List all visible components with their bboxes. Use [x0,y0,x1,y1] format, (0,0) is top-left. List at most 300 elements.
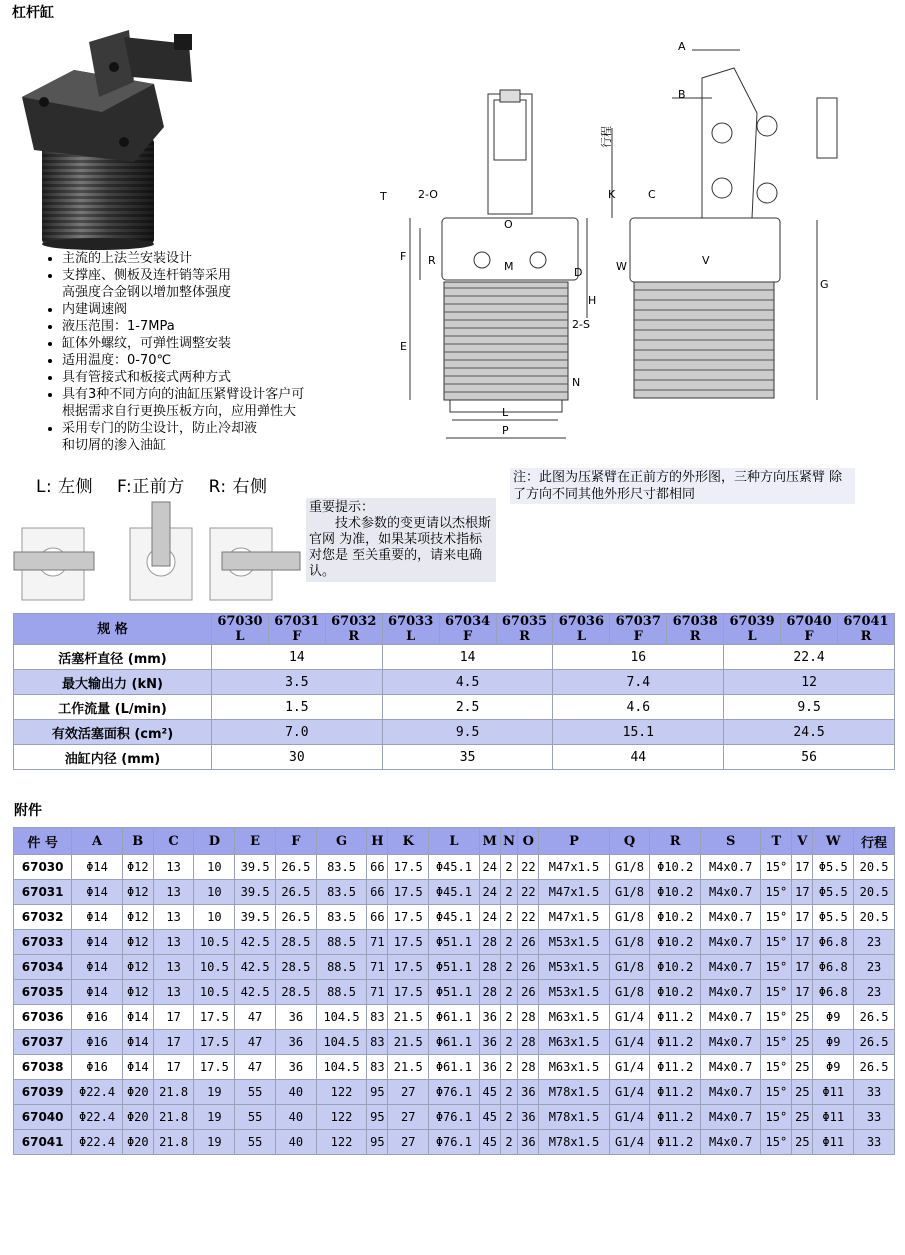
table-cell: 19 [194,1130,235,1155]
table-cell: M4x0.7 [700,1030,760,1055]
feature-item: 和切屑的渗入油缸 [62,438,167,453]
part-number-cell: 67039 [14,1080,72,1105]
table-cell: 36 [518,1105,539,1130]
table-cell: Φ9 [813,1055,854,1080]
table-cell: 45 [479,1130,500,1155]
accessory-header-cell: O [518,828,539,855]
model-dir: F [292,629,302,644]
table-cell: 55 [235,1105,276,1130]
table-cell: 26.5 [854,1005,895,1030]
table-cell: 26.5 [275,880,316,905]
table-cell: Φ6.8 [813,980,854,1005]
accessory-header-cell: S [700,828,760,855]
feature-item: • 具有管接式和板接式两种方式 [62,369,368,386]
spec-cell: 44 [553,745,724,770]
spec-row [14,745,895,770]
feature-list [48,250,368,454]
table-cell: M53x1.5 [539,930,609,955]
table-row [14,1055,895,1080]
table-cell: M4x0.7 [700,930,760,955]
table-cell: Φ16 [72,1005,123,1030]
model-no: 67040 [786,614,832,629]
table-cell: 17.5 [388,855,429,880]
table-cell: M4x0.7 [700,980,760,1005]
table-cell: 83.5 [316,855,367,880]
table-cell: 25 [792,1105,813,1130]
model-header [837,614,894,645]
table-cell: Φ14 [72,930,123,955]
model-header [496,614,553,645]
table-cell: M47x1.5 [539,855,609,880]
table-cell: M78x1.5 [539,1080,609,1105]
feature-item: • 支撑座、侧板及连杆销等采用 [62,267,368,284]
table-cell: Φ10.2 [650,855,701,880]
dim-o: O [504,218,513,231]
direction-title [36,472,286,497]
dim-d: D [574,266,583,279]
table-cell: G1/8 [609,880,650,905]
table-cell: 104.5 [316,1030,367,1055]
table-cell: 22 [518,855,539,880]
table-cell: 26 [518,955,539,980]
dim-c: C [648,188,656,201]
table-cell: M63x1.5 [539,1030,609,1055]
table-cell: Φ11.2 [650,1105,701,1130]
table-cell: Φ6.8 [813,930,854,955]
table-cell: 28 [479,980,500,1005]
table-cell: 88.5 [316,930,367,955]
model-dir: L [235,629,245,644]
table-cell: 26.5 [854,1055,895,1080]
accessory-header-cell: T [761,828,792,855]
table-cell: G1/8 [609,930,650,955]
table-cell: 47 [235,1005,276,1030]
table-cell: Φ14 [72,980,123,1005]
accessory-header-cell: P [539,828,609,855]
accessory-header-cell: Q [609,828,650,855]
table-cell: Φ16 [72,1055,123,1080]
table-cell: 36 [479,1030,500,1055]
model-header [724,614,781,645]
table-cell: 15° [761,980,792,1005]
table-cell: Φ11 [813,1105,854,1130]
table-cell: 10 [194,855,235,880]
table-cell: 2 [500,855,518,880]
product-image [14,22,206,250]
dim-l: L [502,406,509,419]
model-dir: L [576,629,586,644]
table-cell: Φ12 [122,980,153,1005]
dim-b: B [678,88,686,101]
spec-row [14,645,895,670]
table-row [14,880,895,905]
dim-g: G [820,278,829,291]
model-no: 67037 [615,614,661,629]
table-cell: 36 [479,1055,500,1080]
part-number-cell: 67041 [14,1130,72,1155]
model-header [610,614,667,645]
table-cell: Φ12 [122,955,153,980]
table-cell: 15° [761,1055,792,1080]
table-cell: Φ45.1 [429,905,480,930]
model-dir: L [406,629,416,644]
part-number-cell: 67035 [14,980,72,1005]
spec-header-row [14,614,895,645]
table-cell: 2 [500,1130,518,1155]
spec-cell: 2.5 [382,695,553,720]
table-cell: 95 [367,1105,388,1130]
table-cell: Φ76.1 [429,1105,480,1130]
direction-left-label: L: 左侧 [36,477,94,497]
technical-drawing [372,38,898,450]
spec-cell: 9.5 [724,695,895,720]
table-cell: 36 [275,1005,316,1030]
table-cell: Φ22.4 [72,1080,123,1105]
table-cell: M4x0.7 [700,880,760,905]
table-cell: Φ61.1 [429,1030,480,1055]
table-cell: 2 [500,1030,518,1055]
table-cell: Φ51.1 [429,955,480,980]
table-cell: Φ11 [813,1130,854,1155]
table-cell: 25 [792,1130,813,1155]
table-cell: 45 [479,1080,500,1105]
spec-row-label: 活塞杆直径 (mm) [14,645,212,670]
model-no: 67041 [843,614,889,629]
table-cell: 21.5 [388,1030,429,1055]
table-cell: Φ10.2 [650,880,701,905]
table-cell: M63x1.5 [539,1005,609,1030]
table-cell: 42.5 [235,930,276,955]
table-cell: 95 [367,1080,388,1105]
table-cell: 22 [518,905,539,930]
spec-cell: 9.5 [382,720,553,745]
accessory-header-cell: D [194,828,235,855]
spec-header-label: 规 格 [14,614,212,645]
drawing-note: 注：此图为压紧臂在正前方的外形图，三种方向压紧臂 除了方向不同其他外形尺寸都相同 [510,468,855,504]
model-dir: F [804,629,814,644]
dim-stroke: 行程 [600,126,613,148]
table-cell: 24 [479,855,500,880]
dim-2o: 2-O [418,188,438,201]
table-cell: 17.5 [388,955,429,980]
table-cell: 13 [153,880,194,905]
model-dir: R [689,629,701,644]
table-cell: 21.5 [388,1005,429,1030]
spec-cell: 3.5 [212,670,383,695]
dim-2s: 2-S [572,318,590,331]
table-cell: M4x0.7 [700,1105,760,1130]
table-cell: 13 [153,930,194,955]
table-cell: 42.5 [235,955,276,980]
table-cell: 26.5 [854,1030,895,1055]
table-cell: 36 [275,1055,316,1080]
spec-cell: 7.0 [212,720,383,745]
table-cell: Φ16 [72,1030,123,1055]
table-cell: 40 [275,1130,316,1155]
table-cell: Φ9 [813,1005,854,1030]
dim-k: K [608,188,616,201]
table-row [14,905,895,930]
accessory-header-cell: L [429,828,480,855]
table-cell: Φ51.1 [429,980,480,1005]
table-cell: 25 [792,1005,813,1030]
table-cell: 88.5 [316,980,367,1005]
table-row [14,1105,895,1130]
table-cell: Φ12 [122,930,153,955]
dim-e: E [400,340,407,353]
model-no: 67031 [274,614,320,629]
accessory-header-cell: H [367,828,388,855]
accessory-header-cell: G [316,828,367,855]
table-cell: 10 [194,880,235,905]
spec-cell: 1.5 [212,695,383,720]
feature-item: • 适用温度：0-70℃ [62,352,368,369]
table-cell: Φ11.2 [650,1005,701,1030]
table-cell: 15° [761,880,792,905]
model-no: 67030 [217,614,263,629]
table-cell: Φ22.4 [72,1105,123,1130]
table-cell: Φ20 [122,1080,153,1105]
table-cell: G1/4 [609,1055,650,1080]
table-cell: 23 [854,930,895,955]
table-cell: 17 [792,930,813,955]
table-cell: 25 [792,1080,813,1105]
table-cell: 42.5 [235,980,276,1005]
table-cell: Φ20 [122,1105,153,1130]
model-header [268,614,325,645]
table-cell: 20.5 [854,880,895,905]
table-cell: G1/4 [609,1030,650,1055]
table-cell: 40 [275,1105,316,1130]
spec-cell: 15.1 [553,720,724,745]
spec-cell: 14 [382,645,553,670]
model-header [325,614,382,645]
accessory-header-cell: B [122,828,153,855]
table-cell: Φ12 [122,905,153,930]
model-no: 67032 [331,614,377,629]
accessory-header-cell: W [813,828,854,855]
table-cell: 26.5 [275,855,316,880]
table-cell: Φ14 [122,1030,153,1055]
table-cell: Φ14 [72,880,123,905]
table-cell: 15° [761,855,792,880]
dim-r: R [428,254,436,267]
table-cell: Φ76.1 [429,1130,480,1155]
table-cell: 15° [761,1105,792,1130]
part-number-cell: 67031 [14,880,72,905]
spec-row [14,670,895,695]
model-no: 67039 [729,614,775,629]
table-cell: 39.5 [235,880,276,905]
model-header [212,614,269,645]
table-cell: Φ9 [813,1030,854,1055]
table-cell: Φ10.2 [650,955,701,980]
model-dir: R [519,629,530,644]
table-cell: 24 [479,880,500,905]
table-cell: 10.5 [194,930,235,955]
accessory-header-cell: M [479,828,500,855]
dim-p: P [502,424,509,437]
table-cell: 17 [792,955,813,980]
table-cell: 13 [153,855,194,880]
table-cell: 2 [500,880,518,905]
table-cell: Φ51.1 [429,930,480,955]
table-cell: Φ10.2 [650,930,701,955]
important-notice [306,498,496,582]
table-cell: 17 [792,880,813,905]
accessory-header-cell: K [388,828,429,855]
table-cell: M53x1.5 [539,955,609,980]
table-cell: G1/4 [609,1105,650,1130]
table-cell: 71 [367,955,388,980]
model-dir: F [633,629,643,644]
spec-cell: 56 [724,745,895,770]
table-cell: 33 [854,1105,895,1130]
table-cell: 17.5 [194,1055,235,1080]
table-cell: 66 [367,905,388,930]
dim-w: W [616,260,627,273]
spec-cell: 4.5 [382,670,553,695]
spec-cell: 7.4 [553,670,724,695]
table-cell: 33 [854,1130,895,1155]
table-cell: Φ76.1 [429,1080,480,1105]
table-cell: 71 [367,930,388,955]
table-cell: 17.5 [388,905,429,930]
part-number-cell: 67036 [14,1005,72,1030]
spec-cell: 16 [553,645,724,670]
table-cell: 36 [275,1030,316,1055]
table-cell: 13 [153,980,194,1005]
table-cell: 15° [761,1005,792,1030]
table-cell: 83.5 [316,905,367,930]
table-cell: 2 [500,980,518,1005]
spec-cell: 24.5 [724,720,895,745]
dim-n: N [572,376,581,389]
table-cell: Φ61.1 [429,1005,480,1030]
feature-item: • 缸体外螺纹，可弹性调整安装 [62,335,368,352]
part-number-cell: 67037 [14,1030,72,1055]
table-cell: 21.8 [153,1080,194,1105]
table-cell: 2 [500,955,518,980]
table-cell: 13 [153,955,194,980]
table-cell: 22 [518,880,539,905]
table-cell: M78x1.5 [539,1105,609,1130]
dim-a: A [678,40,686,53]
table-cell: Φ5.5 [813,855,854,880]
table-cell: 36 [479,1005,500,1030]
accessory-header-cell: V [792,828,813,855]
table-cell: Φ10.2 [650,905,701,930]
table-cell: 28.5 [275,980,316,1005]
table-cell: 28 [479,930,500,955]
table-cell: 27 [388,1105,429,1130]
table-cell: 36 [518,1130,539,1155]
table-cell: Φ45.1 [429,855,480,880]
model-dir: L [747,629,757,644]
table-cell: 66 [367,880,388,905]
table-cell: 25 [792,1030,813,1055]
table-cell: M78x1.5 [539,1130,609,1155]
table-cell: 47 [235,1030,276,1055]
spec-cell: 12 [724,670,895,695]
direction-front-label: F:正前方 [117,477,185,497]
table-cell: 17 [153,1005,194,1030]
table-cell: 39.5 [235,855,276,880]
dim-t: T [380,190,387,203]
dim-h: H [588,294,597,307]
table-cell: G1/4 [609,1130,650,1155]
table-cell: Φ14 [122,1005,153,1030]
table-cell: 19 [194,1105,235,1130]
table-cell: Φ10.2 [650,980,701,1005]
table-cell: G1/8 [609,905,650,930]
table-row [14,955,895,980]
table-cell: 25 [792,1055,813,1080]
table-cell: 17.5 [194,1005,235,1030]
table-cell: 83 [367,1055,388,1080]
model-no: 67038 [672,614,718,629]
model-no: 67035 [501,614,548,629]
table-cell: Φ20 [122,1130,153,1155]
table-cell: 10.5 [194,980,235,1005]
model-header [439,614,496,645]
table-cell: Φ12 [122,880,153,905]
model-header [667,614,724,645]
table-cell: 88.5 [316,955,367,980]
table-row [14,1080,895,1105]
table-cell: 15° [761,1030,792,1055]
model-header [382,614,439,645]
table-cell: Φ14 [72,855,123,880]
table-cell: 17.5 [388,980,429,1005]
table-cell: 2 [500,1080,518,1105]
table-cell: Φ14 [122,1055,153,1080]
table-cell: 15° [761,930,792,955]
table-cell: 55 [235,1130,276,1155]
part-number-cell: 67032 [14,905,72,930]
accessory-header-row [14,828,895,855]
table-cell: 20.5 [854,855,895,880]
table-cell: M47x1.5 [539,905,609,930]
table-cell: 15° [761,955,792,980]
table-cell: G1/8 [609,980,650,1005]
table-cell: 95 [367,1130,388,1155]
table-cell: 39.5 [235,905,276,930]
table-cell: 28.5 [275,955,316,980]
feature-item: • 主流的上法兰安装设计 [62,250,368,267]
table-cell: 23 [854,955,895,980]
table-cell: Φ11.2 [650,1130,701,1155]
table-cell: Φ11.2 [650,1080,701,1105]
spec-table [13,613,895,770]
table-cell: G1/8 [609,855,650,880]
spec-row-label: 最大输出力 (kN) [14,670,212,695]
table-cell: 122 [316,1105,367,1130]
table-cell: 2 [500,1055,518,1080]
table-cell: 122 [316,1130,367,1155]
table-cell: 17 [153,1055,194,1080]
accessory-table [13,827,895,1155]
table-cell: 15° [761,1130,792,1155]
table-cell: 104.5 [316,1005,367,1030]
dim-f: F [400,250,407,263]
table-cell: G1/4 [609,1080,650,1105]
feature-item: 根据需求自行更换压板方向，应用弹性大 [62,404,297,419]
table-cell: 17 [792,855,813,880]
table-row [14,930,895,955]
table-cell: Φ14 [72,905,123,930]
accessory-header-cell: 件 号 [14,828,72,855]
